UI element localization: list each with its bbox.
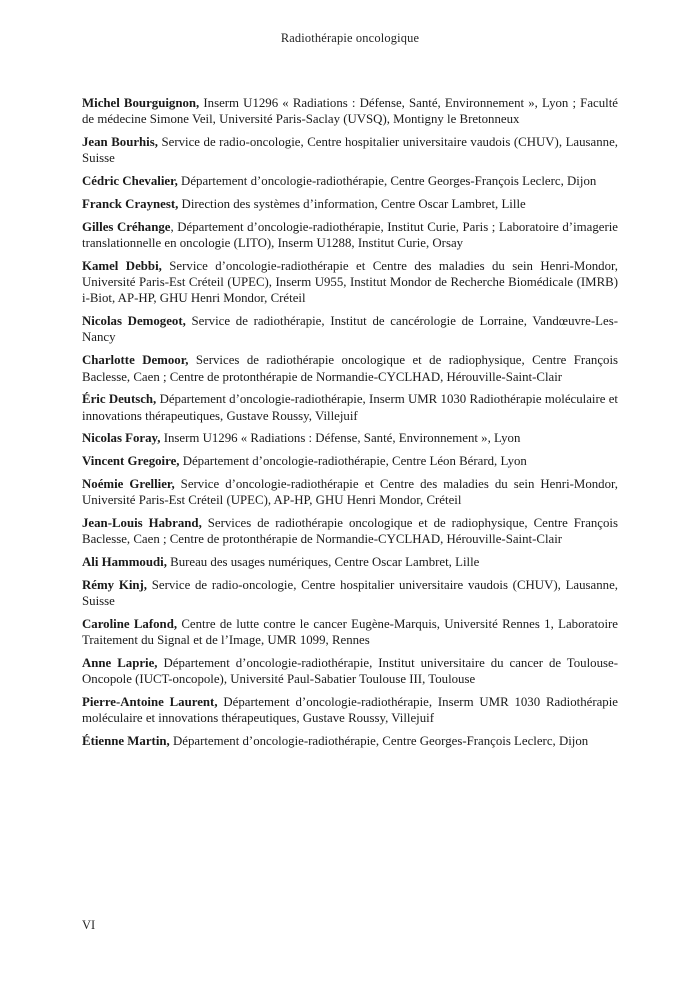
contributor-entry — [82, 352, 618, 385]
contributor-name: Ali Hammoudi, — [82, 554, 167, 569]
contributor-affiliation: Département d’oncologie-radiothérapie, Centre Georges-François Leclerc, Dijon — [177, 174, 597, 189]
contributor-affiliation: Services de radiothérapie oncologique et de radiophysique, Centre François Baclesse, Caen ; Centre de protonthérapie de Normandie-CYCLHAD, Hérouville-Saint-Clair — [82, 515, 619, 547]
contributor-entry — [82, 453, 618, 469]
contributor-entry — [82, 554, 618, 570]
contributor-entry — [82, 313, 618, 346]
contributor-affiliation: Service de radio-oncologie, Centre hospitalier universitaire vaudois (CHUV), Lausanne, Suisse — [82, 577, 618, 609]
contributor-name: Gilles Créhange — [82, 219, 171, 234]
contributor-entry — [82, 134, 618, 167]
contributor-name: Anne Laprie, — [82, 655, 158, 670]
contributor-entry — [82, 476, 618, 509]
contributor-name: Kamel Debbi, — [82, 258, 162, 273]
contributor-name: Pierre-Antoine Laurent, — [82, 694, 218, 709]
contributor-affiliation: Bureau des usages numériques, Centre Oscar Lambret, Lille — [166, 554, 480, 569]
contributor-affiliation: Département d’oncologie-radiothérapie, Inserm UMR 1030 Radiothérapie moléculaire et innovations thérapeutiques, Gustave Roussy, Villejuif — [82, 392, 619, 423]
contributor-affiliation: Service de radiothérapie, Institut de cancérologie de Lorraine, Vandœuvre-Les-Nancy — [82, 314, 618, 345]
contributor-name: Jean-Louis Habrand, — [82, 515, 202, 530]
contributor-name: Noémie Grellier, — [82, 476, 175, 491]
contributor-name: Charlotte Demoor, — [82, 353, 189, 368]
page-number: VI — [82, 918, 96, 932]
contributor-affiliation: Département d’oncologie-radiothérapie, Centre Georges-François Leclerc, Dijon — [169, 734, 589, 749]
contributor-entry — [82, 733, 618, 749]
contributor-name: Cédric Chevalier, — [82, 174, 178, 189]
contributor-affiliation: Département d’oncologie-radiothérapie, Centre Léon Bérard, Lyon — [179, 454, 527, 469]
contributor-affiliation: Service de radio-oncologie, Centre hospitalier universitaire vaudois (CHUV), Lausanne, Suisse — [82, 135, 618, 166]
contributor-name: Éric Deutsch, — [82, 392, 157, 407]
contributor-entry — [82, 173, 618, 189]
contributor-name: Caroline Lafond, — [82, 616, 178, 631]
contributor-entry — [82, 694, 618, 727]
contributors-list — [82, 95, 618, 749]
contributor-affiliation: Département d’oncologie-radiothérapie, Institut universitaire du cancer de Toulouse-Oncopole (IUCT-oncopole), Université Paul-Sabatier Toulouse III, Toulouse — [82, 655, 618, 687]
contributor-affiliation: Inserm U1296 « Radiations : Défense, Santé, Environnement », Lyon — [160, 431, 521, 446]
contributor-entry — [82, 219, 618, 252]
contributor-name: Rémy Kinj, — [82, 577, 148, 592]
contributor-name: Nicolas Foray, — [82, 431, 161, 446]
contributor-entry — [82, 577, 618, 610]
contributor-name: Nicolas Demogeot, — [82, 314, 186, 329]
contributor-affiliation: Service d’oncologie-radiothérapie et Centre des maladies du sein Henri-Mondor, Université Paris-Est Créteil (UPEC), AP-HP, GHU Henri Mondor, Créteil — [82, 476, 618, 508]
contributor-affiliation: Service d’oncologie-radiothérapie et Centre des maladies du sein Henri-Mondor, Université Paris-Est Créteil (UPEC), Inserm U955, Institut Mondor de Recherche Biomédicale (IMRB) i-Biot, AP-HP, GHU Henri Mondor, Créteil — [82, 258, 618, 306]
contributor-entry — [82, 391, 618, 424]
contributor-affiliation: Inserm U1296 « Radiations : Défense, Santé, Environnement », Lyon ; Faculté de médecine Simone Veil, Université Paris-Saclay (UVSQ), Montigny le Bretonneux — [82, 96, 618, 127]
contributor-affiliation: , Département d’oncologie-radiothérapie, Institut Curie, Paris ; Laboratoire d’imagerie translationnelle en oncologie (LITO), Inserm U1288, Institut Curie, Orsay — [82, 219, 618, 250]
contributor-entry — [82, 95, 618, 128]
contributor-entry — [82, 616, 618, 649]
contributor-name: Vincent Gregoire, — [82, 454, 180, 469]
contributor-entry — [82, 196, 618, 212]
contributor-name: Franck Craynest, — [82, 196, 179, 211]
contributor-affiliation: Centre de lutte contre le cancer Eugène-Marquis, Université Rennes 1, Laboratoire Traitement du Signal et de l’Image, UMR 1099, Rennes — [82, 616, 619, 648]
contributor-affiliation: Département d’oncologie-radiothérapie, Inserm UMR 1030 Radiothérapie moléculaire et innovations thérapeutiques, Gustave Roussy, Villejuif — [82, 694, 618, 726]
contributor-name: Michel Bourguignon, — [82, 96, 200, 110]
contributor-entry — [82, 430, 618, 446]
contributor-affiliation: Services de radiothérapie oncologique et de radiophysique, Centre François Baclesse, Caen ; Centre de protonthérapie de Normandie-CYCLHAD, Hérouville-Saint-Clair — [82, 353, 619, 384]
contributor-entry — [82, 655, 618, 688]
contributor-name: Jean Bourhis, — [82, 135, 158, 150]
running-head: Radiothérapie oncologique — [280, 31, 420, 45]
contributor-affiliation: Direction des systèmes d’information, Centre Oscar Lambret, Lille — [178, 196, 526, 211]
contributor-entry — [82, 515, 618, 548]
contributor-name: Étienne Martin, — [82, 734, 170, 749]
contributor-entry — [82, 258, 618, 307]
